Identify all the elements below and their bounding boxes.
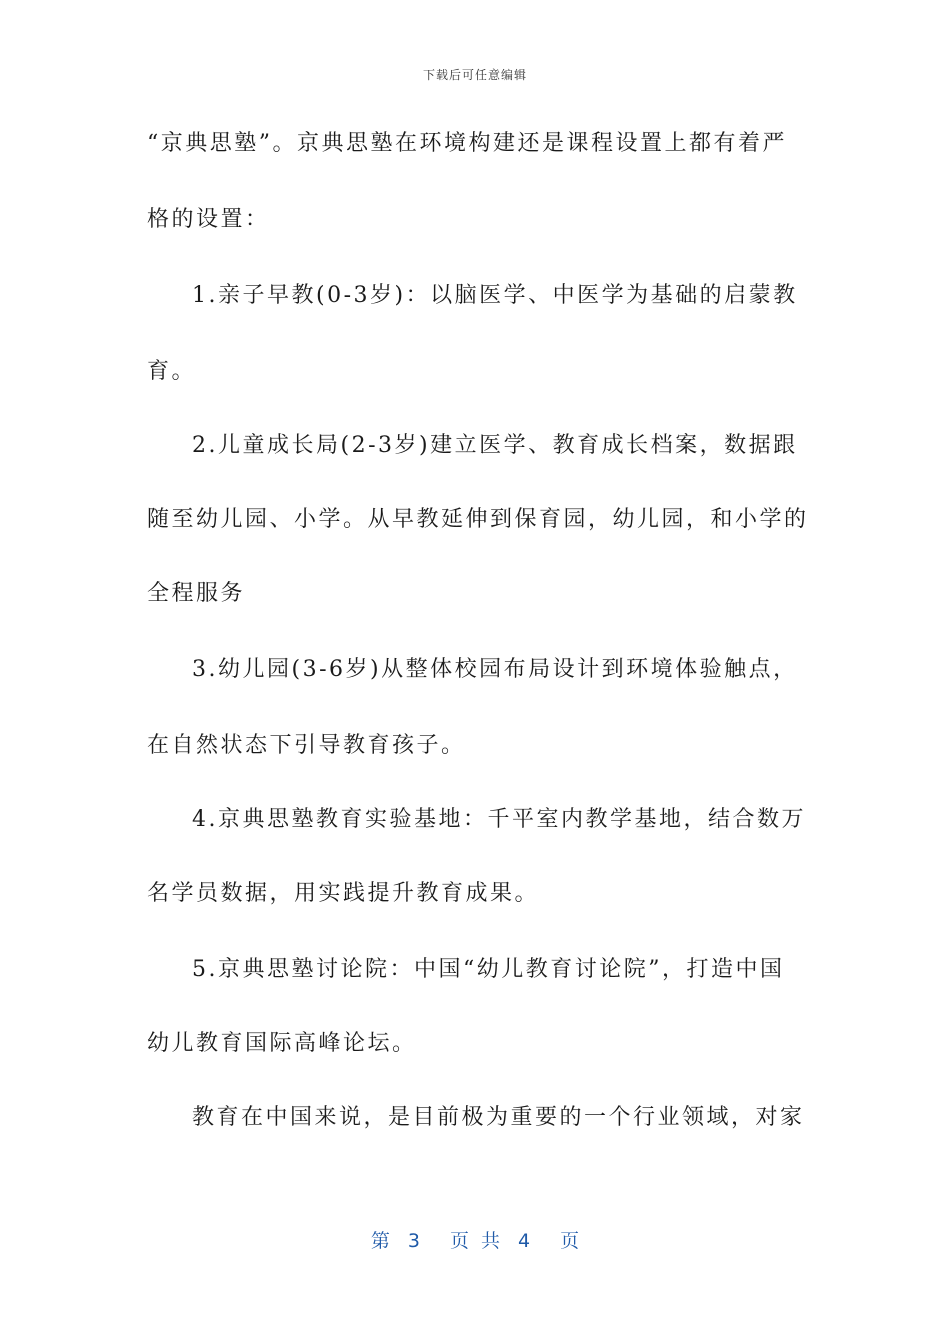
list-item-line: 名学员数据，用实践提升教育成果。: [147, 881, 540, 906]
list-item-line: 4.京典思塾教育实验基地：千平室内教学基地，结合数万: [192, 807, 806, 832]
paragraph-line: 教育在中国来说，是目前极为重要的一个行业领域，对家: [192, 1105, 805, 1130]
list-item-line: 幼儿教育国际高峰论坛。: [147, 1031, 417, 1056]
page-footer: [0, 1226, 950, 1253]
list-item-line: 随至幼儿园、小学。从早教延伸到保育园，幼儿园，和小学的: [147, 507, 809, 532]
list-item-line: 5.京典思塾讨论院：中国“幼儿教育讨论院”，打造中国: [192, 957, 785, 982]
list-item-line: 1.亲子早教(0-3岁)：以脑医学、中医学为基础的启蒙教: [192, 283, 798, 308]
footer-current-page: 3: [407, 1230, 420, 1252]
footer-total-label: 共: [481, 1230, 501, 1252]
list-item-line: 育。: [147, 359, 197, 384]
page-header: 下载后可任意编辑: [422, 68, 527, 82]
list-item-line: 2.儿童成长局(2-3岁)建立医学、教育成长档案，数据跟: [192, 433, 798, 458]
list-item-line: 3.幼儿园(3-6岁)从整体校园布局设计到环境体验触点，: [192, 657, 798, 682]
footer-total-pages: 4: [518, 1230, 531, 1252]
paragraph-line: 格的设置：: [147, 207, 270, 232]
list-item-line: 全程服务: [147, 581, 246, 606]
footer-page-label: 第: [370, 1230, 390, 1252]
paragraph-line: “京典思塾”。京典思塾在环境构建还是课程设置上都有着严: [147, 131, 787, 156]
list-item-line: 在自然状态下引导教育孩子。: [147, 733, 466, 758]
footer-page-unit: 页: [449, 1230, 469, 1252]
footer-total-unit: 页: [560, 1230, 580, 1252]
